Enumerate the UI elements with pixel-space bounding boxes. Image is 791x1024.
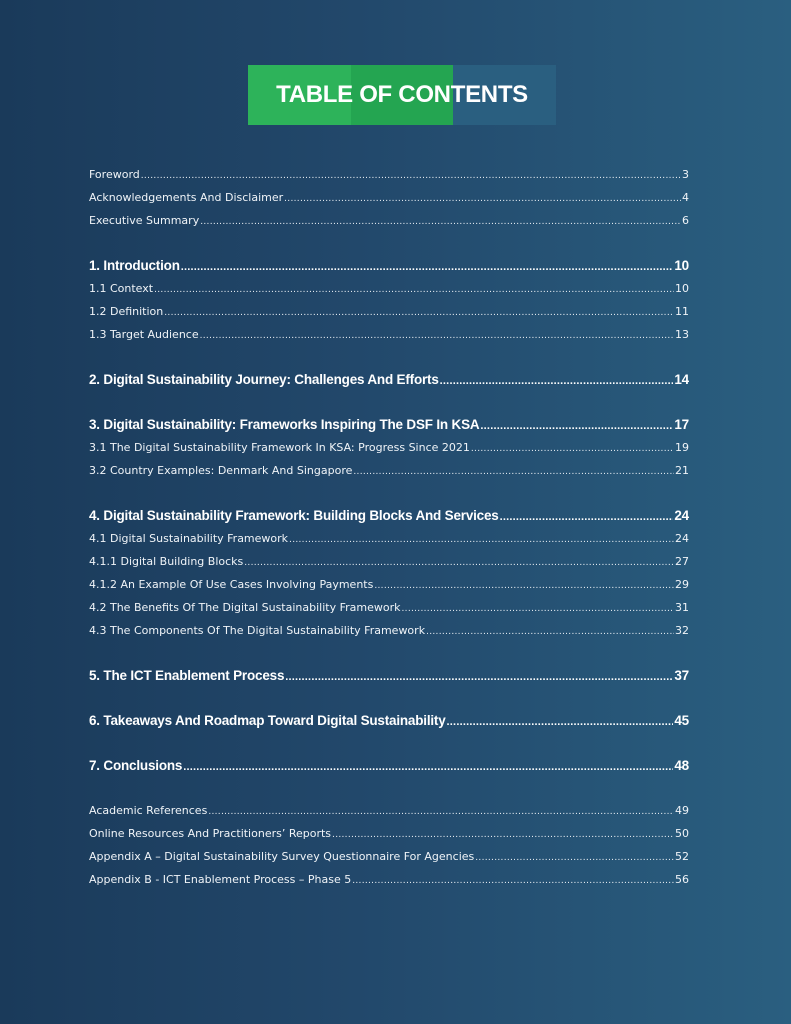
toc-entry-page-number: 24 bbox=[674, 508, 689, 523]
toc-entry-label: 1.1 Context bbox=[89, 282, 154, 295]
toc-chapter-entry[interactable] bbox=[89, 414, 689, 437]
toc-section-entry[interactable] bbox=[89, 597, 689, 620]
toc-dot-leader bbox=[208, 800, 674, 823]
toc-section-entry[interactable] bbox=[89, 324, 689, 347]
toc-chapter-entry[interactable] bbox=[89, 505, 689, 528]
toc-section-entry[interactable] bbox=[89, 800, 689, 823]
toc-entry-label: Acknowledgements And Disclaimer bbox=[89, 191, 284, 204]
toc-entry-label: 4.2 The Benefits Of The Digital Sustainability Framework bbox=[89, 601, 401, 614]
toc-entry-label: 2. Digital Sustainability Journey: Challenges And Efforts bbox=[89, 372, 439, 387]
toc-entry-page-number: 50 bbox=[675, 827, 689, 840]
toc-entry-page-number: 17 bbox=[674, 417, 689, 432]
toc-entry-label: 4.1 Digital Sustainability Framework bbox=[89, 532, 289, 545]
toc-section-entry[interactable] bbox=[89, 620, 689, 643]
toc-group bbox=[89, 369, 689, 392]
table-of-contents bbox=[89, 164, 689, 914]
toc-dot-leader bbox=[200, 210, 681, 233]
toc-chapter-entry[interactable] bbox=[89, 369, 689, 392]
toc-entry-page-number: 4 bbox=[682, 191, 689, 204]
toc-entry-label: Appendix B - ICT Enablement Process – Phase 5 bbox=[89, 873, 352, 886]
toc-entry-label: 3. Digital Sustainability: Frameworks Inspiring The DSF In KSA bbox=[89, 417, 480, 432]
toc-dot-leader bbox=[447, 710, 674, 733]
toc-entry-label: 1.2 Definition bbox=[89, 305, 164, 318]
toc-entry-label: 3.2 Country Examples: Denmark And Singapore bbox=[89, 464, 353, 477]
toc-group bbox=[89, 755, 689, 778]
toc-entry-label: 5. The ICT Enablement Process bbox=[89, 668, 285, 683]
toc-entry-label: 7. Conclusions bbox=[89, 758, 183, 773]
toc-group bbox=[89, 665, 689, 688]
toc-group bbox=[89, 505, 689, 643]
toc-entry-page-number: 6 bbox=[682, 214, 689, 227]
toc-section-entry[interactable] bbox=[89, 528, 689, 551]
toc-dot-leader bbox=[440, 369, 674, 392]
toc-section-entry[interactable] bbox=[89, 460, 689, 483]
toc-section-entry[interactable] bbox=[89, 187, 689, 210]
toc-section-entry[interactable] bbox=[89, 574, 689, 597]
toc-entry-label: Appendix A – Digital Sustainability Survey Questionnaire For Agencies bbox=[89, 850, 475, 863]
toc-entry-page-number: 31 bbox=[675, 601, 689, 614]
toc-entry-page-number: 11 bbox=[675, 305, 689, 318]
toc-entry-label: 6. Takeaways And Roadmap Toward Digital Sustainability bbox=[89, 713, 446, 728]
toc-dot-leader bbox=[480, 414, 673, 437]
toc-section-entry[interactable] bbox=[89, 437, 689, 460]
toc-entry-label: Foreword bbox=[89, 168, 140, 181]
toc-dot-leader bbox=[475, 846, 674, 869]
page-title: TABLE OF CONTENTS bbox=[276, 81, 528, 108]
toc-entry-label: Academic References bbox=[89, 804, 208, 817]
toc-entry-page-number: 14 bbox=[674, 372, 689, 387]
toc-group bbox=[89, 710, 689, 733]
toc-entry-page-number: 48 bbox=[674, 758, 689, 773]
toc-entry-page-number: 10 bbox=[674, 258, 689, 273]
toc-entry-page-number: 13 bbox=[675, 328, 689, 341]
toc-dot-leader bbox=[285, 665, 673, 688]
toc-entry-label: Executive Summary bbox=[89, 214, 200, 227]
toc-dot-leader bbox=[353, 460, 674, 483]
toc-dot-leader bbox=[183, 755, 673, 778]
toc-entry-label: 4. Digital Sustainability Framework: Building Blocks And Services bbox=[89, 508, 499, 523]
toc-entry-label: 3.1 The Digital Sustainability Framework In KSA: Progress Since 2021 bbox=[89, 441, 470, 454]
toc-dot-leader bbox=[141, 164, 681, 187]
toc-entry-label: 4.1.1 Digital Building Blocks bbox=[89, 555, 244, 568]
toc-entry-page-number: 52 bbox=[675, 850, 689, 863]
toc-dot-leader bbox=[426, 620, 674, 643]
toc-dot-leader bbox=[471, 437, 674, 460]
toc-dot-leader bbox=[374, 574, 674, 597]
toc-entry-label: 4.1.2 An Example Of Use Cases Involving Payments bbox=[89, 578, 374, 591]
toc-section-entry[interactable] bbox=[89, 164, 689, 187]
toc-dot-leader bbox=[289, 528, 674, 551]
toc-dot-leader bbox=[154, 278, 674, 301]
toc-dot-leader bbox=[181, 255, 674, 278]
toc-dot-leader bbox=[284, 187, 681, 210]
toc-entry-page-number: 10 bbox=[675, 282, 689, 295]
toc-section-entry[interactable] bbox=[89, 846, 689, 869]
toc-entry-page-number: 3 bbox=[682, 168, 689, 181]
toc-entry-page-number: 21 bbox=[675, 464, 689, 477]
toc-entry-label: 1. Introduction bbox=[89, 258, 180, 273]
toc-dot-leader bbox=[332, 823, 674, 846]
toc-section-entry[interactable] bbox=[89, 278, 689, 301]
toc-section-entry[interactable] bbox=[89, 301, 689, 324]
toc-entry-page-number: 24 bbox=[675, 532, 689, 545]
toc-entry-label: 1.3 Target Audience bbox=[89, 328, 199, 341]
toc-group bbox=[89, 414, 689, 483]
toc-entry-page-number: 32 bbox=[675, 624, 689, 637]
toc-entry-page-number: 45 bbox=[674, 713, 689, 728]
toc-section-entry[interactable] bbox=[89, 823, 689, 846]
toc-section-entry[interactable] bbox=[89, 869, 689, 892]
toc-group bbox=[89, 164, 689, 233]
toc-dot-leader bbox=[500, 505, 674, 528]
toc-section-entry[interactable] bbox=[89, 551, 689, 574]
toc-group bbox=[89, 255, 689, 347]
toc-entry-label: 4.3 The Components Of The Digital Sustainability Framework bbox=[89, 624, 426, 637]
toc-section-entry[interactable] bbox=[89, 210, 689, 233]
toc-entry-page-number: 56 bbox=[675, 873, 689, 886]
toc-entry-page-number: 37 bbox=[674, 668, 689, 683]
toc-entry-page-number: 19 bbox=[675, 441, 689, 454]
toc-chapter-entry[interactable] bbox=[89, 255, 689, 278]
toc-dot-leader bbox=[402, 597, 675, 620]
toc-dot-leader bbox=[164, 301, 674, 324]
title-banner bbox=[248, 65, 556, 125]
toc-entry-page-number: 49 bbox=[675, 804, 689, 817]
toc-dot-leader bbox=[244, 551, 674, 574]
toc-entry-page-number: 29 bbox=[675, 578, 689, 591]
toc-dot-leader bbox=[200, 324, 674, 347]
toc-chapter-entry[interactable] bbox=[89, 755, 689, 778]
toc-chapter-entry[interactable] bbox=[89, 710, 689, 733]
toc-chapter-entry[interactable] bbox=[89, 665, 689, 688]
toc-entry-page-number: 27 bbox=[675, 555, 689, 568]
toc-group bbox=[89, 800, 689, 892]
toc-entry-label: Online Resources And Practitioners’ Reports bbox=[89, 827, 332, 840]
toc-dot-leader bbox=[352, 869, 674, 892]
